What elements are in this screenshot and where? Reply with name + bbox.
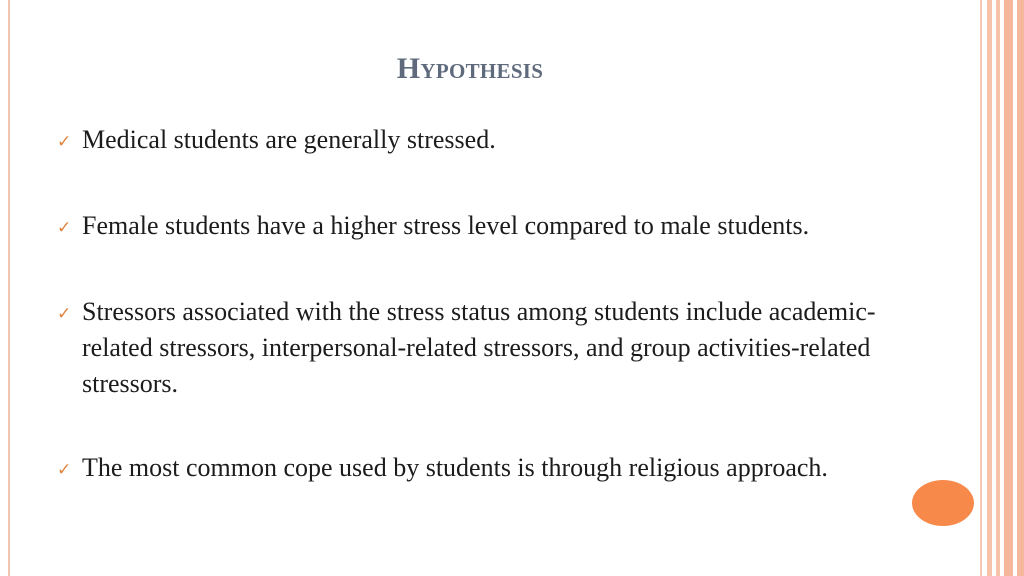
checkmark-icon: ✓ [57,304,72,324]
bullet-text: Female students have a higher stress level compared to male students. [82,211,810,240]
left-border-line [8,0,10,576]
bullet-text: Stressors associated with the stress status among students include academic-related stressors, interpersonal-related stressors, and group activities-related stressors. [82,297,876,398]
slide-title: Hypothesis [396,52,544,85]
decorative-stripe [996,0,1000,576]
bullet-item [57,450,897,488]
decorative-stripe [1017,0,1024,576]
bullet-item [57,294,897,402]
decorative-stripe [1004,0,1013,576]
bullet-text: The most common cope used by students is through religious approach. [82,453,828,482]
bullet-item [57,208,897,246]
checkmark-icon: ✓ [57,132,72,152]
decorative-stripe [980,0,982,576]
bullet-text: Medical students are generally stressed. [82,125,496,154]
bullet-list [57,122,897,488]
checkmark-icon: ✓ [57,218,72,238]
accent-circle [912,480,974,526]
decorative-stripe [987,0,992,576]
checkmark-icon: ✓ [57,460,72,480]
bullet-item [57,122,897,160]
